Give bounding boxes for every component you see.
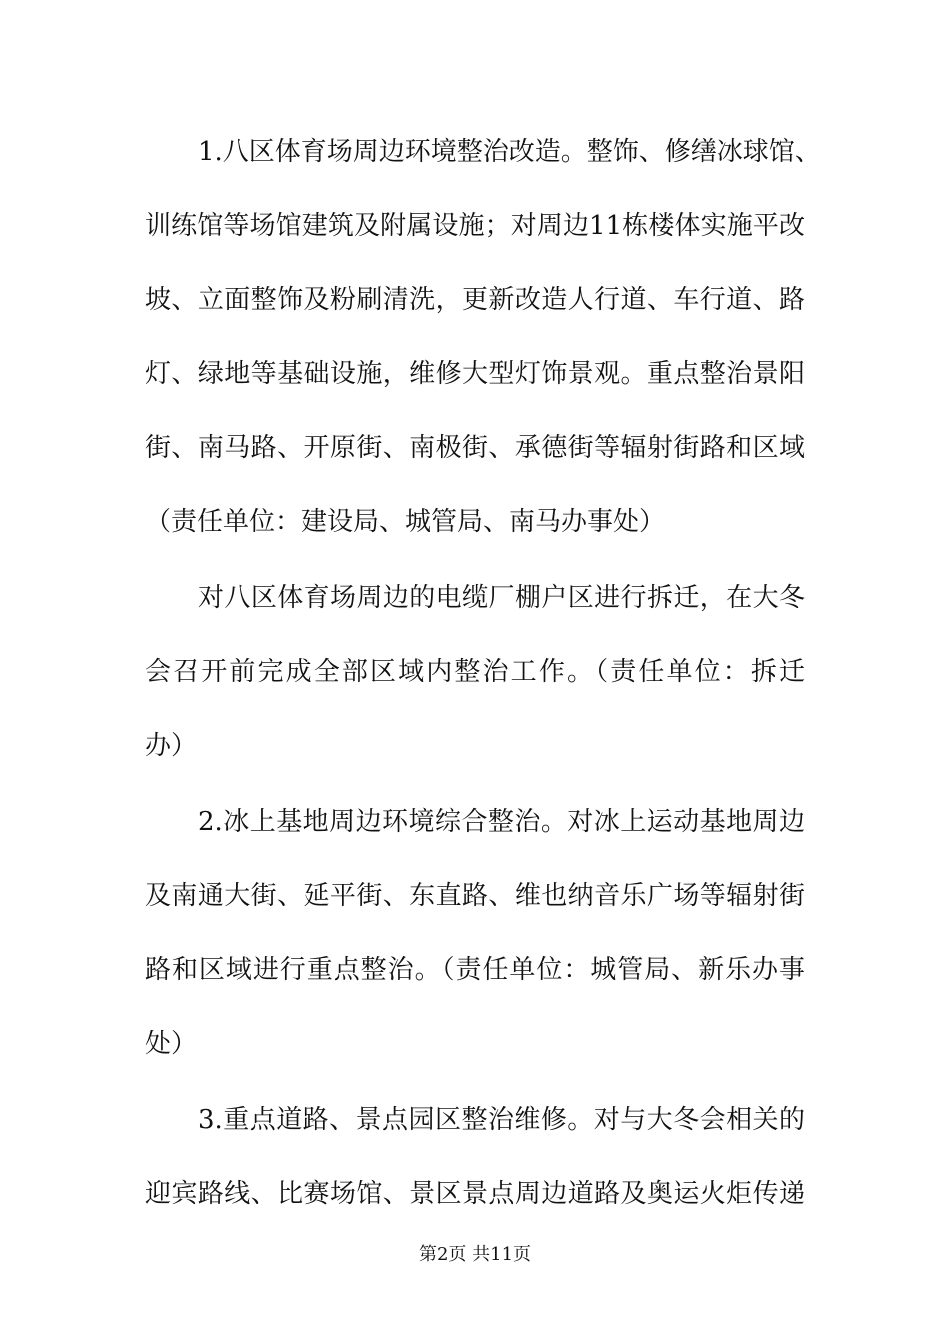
text-line: 路和区域进行重点整治。（责任单位：城管局、新乐办事 xyxy=(145,955,805,985)
text-line: 3.重点道路、景点园区整治维修。对与大冬会相关的 xyxy=(198,1105,805,1135)
text-line: 1.八区体育场周边环境整治改造。整饰、修缮冰球馆、 xyxy=(198,137,821,167)
text-line: 会召开前完成全部区域内整治工作。（责任单位：拆迁 xyxy=(145,657,805,687)
text-line: 训练馆等场馆建筑及附属设施；对周边11栋楼体实施平改 xyxy=(145,211,805,241)
text-line: 坡、立面整饰及粉刷清洗，更新改造人行道、车行道、路 xyxy=(145,285,805,315)
text-line: 办） xyxy=(145,731,198,761)
text-line: 迎宾路线、比赛场馆、景区景点周边道路及奥运火炬传递 xyxy=(145,1179,805,1209)
page-number-footer: 第2页 共11页 xyxy=(418,1244,532,1265)
text-line: 街、南马路、开原街、南极街、承德街等辐射街路和区域 xyxy=(145,433,805,463)
text-line: 对八区体育场周边的电缆厂棚户区进行拆迁，在大冬 xyxy=(198,583,805,613)
text-line: （责任单位：建设局、城管局、南马办事处） xyxy=(145,507,666,537)
text-line: 2.冰上基地周边环境综合整治。对冰上运动基地周边 xyxy=(198,807,805,837)
text-line: 灯、绿地等基础设施，维修大型灯饰景观。重点整治景阳 xyxy=(145,359,805,389)
text-line: 及南通大街、延平街、东直路、维也纳音乐广场等辐射街 xyxy=(145,881,805,911)
text-line: 处） xyxy=(145,1029,198,1059)
